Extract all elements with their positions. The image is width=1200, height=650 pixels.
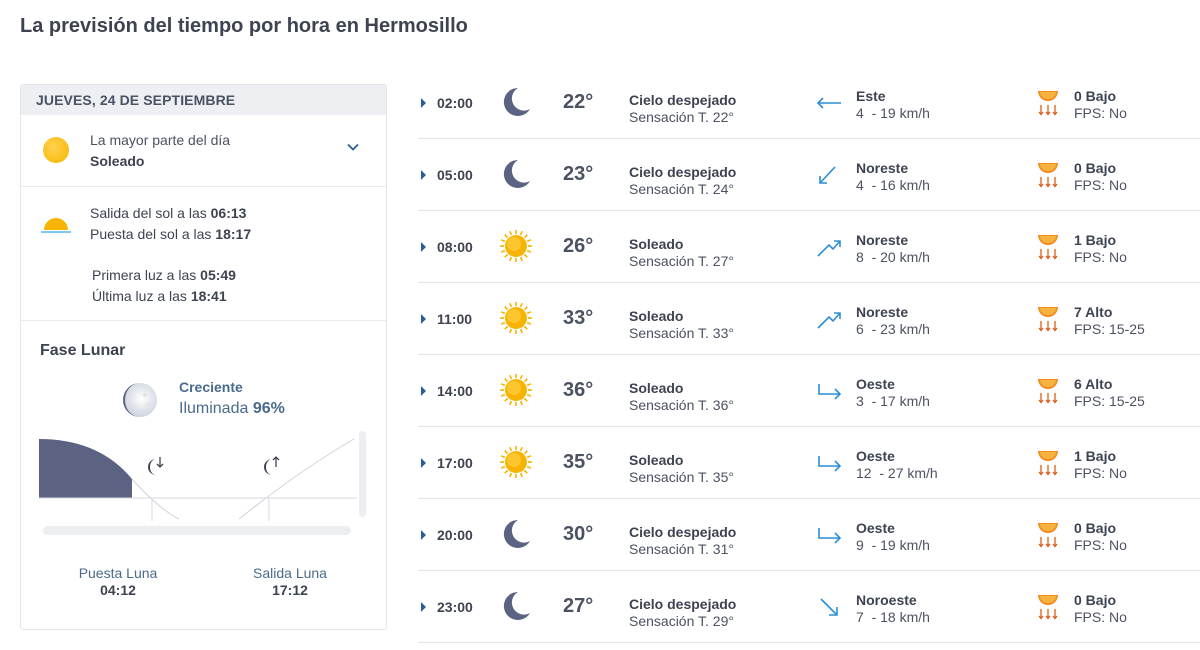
sun-icon — [498, 228, 534, 264]
hour-feels-like: Sensación T. 31° — [629, 541, 734, 557]
expand-triangle-icon[interactable] — [421, 530, 426, 540]
expand-triangle-icon[interactable] — [421, 170, 426, 180]
southeast-arrow-icon — [815, 594, 843, 620]
wind-direction: Este — [856, 88, 886, 104]
uv-fps: FPS: No — [1074, 465, 1127, 481]
hour-time: 20:00 — [437, 527, 473, 543]
summary-line2: Soleado — [90, 153, 145, 169]
wind-direction: Noreste — [856, 232, 909, 248]
hour-temperature: 27° — [563, 595, 594, 617]
hour-temperature: 36° — [563, 379, 594, 401]
east-arrow-icon — [815, 522, 843, 548]
wind-speed: 6 - 23 km/h — [856, 321, 930, 337]
east-arrow-icon — [815, 378, 843, 404]
uv-index-icon — [1036, 447, 1060, 479]
wind-direction: Noreste — [856, 160, 909, 176]
moon-icon — [498, 156, 534, 192]
moon-phase-title: Fase Lunar — [40, 342, 126, 359]
expand-triangle-icon[interactable] — [421, 242, 426, 252]
wind-direction: Oeste — [856, 376, 895, 392]
uv-fps: FPS: 15-25 — [1074, 393, 1145, 409]
uv-index: 0 Bajo — [1074, 160, 1117, 176]
expand-triangle-icon[interactable] — [421, 98, 426, 108]
hour-temperature: 22° — [563, 91, 594, 113]
hour-feels-like: Sensación T. 35° — [629, 469, 734, 485]
hour-time: 17:00 — [437, 455, 473, 471]
wind-direction: Noroeste — [856, 592, 917, 608]
uv-index-icon — [1036, 303, 1060, 335]
sun-icon — [498, 444, 534, 480]
expand-triangle-icon[interactable] — [421, 386, 426, 396]
uv-index: 0 Bajo — [1074, 520, 1117, 536]
hour-feels-like: Sensación T. 24° — [629, 181, 734, 197]
hour-condition: Cielo despejado — [629, 596, 737, 612]
wind-speed: 12 - 27 km/h — [856, 465, 938, 481]
uv-index: 1 Bajo — [1074, 448, 1117, 464]
moonset-icon — [148, 457, 163, 475]
sun-icon — [498, 372, 534, 408]
zigzag-arrow-icon — [815, 306, 843, 332]
hour-temperature: 30° — [563, 523, 594, 545]
moon-phase-name: Creciente — [179, 379, 243, 395]
wind-direction: Oeste — [856, 520, 895, 536]
hour-time: 11:00 — [437, 311, 473, 327]
chevron-down-icon[interactable] — [345, 139, 361, 155]
uv-index: 7 Alto — [1074, 304, 1113, 320]
hour-feels-like: Sensación T. 33° — [629, 325, 734, 341]
day-summary-panel — [20, 84, 387, 630]
sun-icon — [43, 137, 69, 163]
wind-speed: 4 - 19 km/h — [856, 105, 930, 121]
hour-row[interactable] — [418, 211, 1200, 283]
wind-direction: Noreste — [856, 304, 909, 320]
hour-feels-like: Sensación T. 29° — [629, 613, 734, 629]
expand-triangle-icon[interactable] — [421, 458, 426, 468]
moon-illumination: Iluminada 96% — [179, 400, 285, 417]
sun-icon — [498, 300, 534, 336]
moon-path-chart — [39, 431, 371, 551]
hour-temperature: 26° — [563, 235, 594, 257]
summary-line1: La mayor parte del día — [90, 132, 231, 148]
hour-condition: Cielo despejado — [629, 524, 737, 540]
moonset-label: Puesta Luna 04:12 — [78, 565, 158, 598]
wind-speed: 3 - 17 km/h — [856, 393, 930, 409]
sunrise-line: Salida del sol a las 06:13 — [90, 205, 247, 221]
uv-index-icon — [1036, 231, 1060, 263]
hourly-forecast-list — [418, 67, 1200, 643]
wind-speed: 9 - 19 km/h — [856, 537, 930, 553]
hour-row[interactable] — [418, 499, 1200, 571]
uv-index: 6 Alto — [1074, 376, 1113, 392]
southwest-arrow-icon — [815, 162, 843, 188]
uv-index-icon — [1036, 591, 1060, 623]
uv-index: 1 Bajo — [1074, 232, 1117, 248]
hour-time: 02:00 — [437, 95, 473, 111]
wind-speed: 4 - 16 km/h — [856, 177, 930, 193]
hour-temperature: 33° — [563, 307, 594, 329]
uv-index-icon — [1036, 519, 1060, 551]
hour-feels-like: Sensación T. 27° — [629, 253, 734, 269]
moon-icon — [498, 84, 534, 120]
hour-time: 23:00 — [437, 599, 473, 615]
hour-row[interactable] — [418, 427, 1200, 499]
hour-condition: Soleado — [629, 380, 684, 396]
uv-index-icon — [1036, 87, 1060, 119]
wind-direction: Oeste — [856, 448, 895, 464]
hour-row[interactable] — [418, 571, 1200, 643]
moon-icon — [498, 516, 534, 552]
last-light-line: Última luz a las 18:41 — [92, 288, 227, 304]
moon-phase-section — [21, 321, 386, 630]
day-summary-row[interactable] — [21, 115, 386, 187]
uv-index: 0 Bajo — [1074, 592, 1117, 608]
hour-time: 14:00 — [437, 383, 473, 399]
sun-times-section — [21, 187, 386, 321]
expand-triangle-icon[interactable] — [421, 314, 426, 324]
moon-phase-icon — [121, 381, 159, 419]
first-light-line: Primera luz a las 05:49 — [92, 267, 236, 283]
hour-feels-like: Sensación T. 36° — [629, 397, 734, 413]
east-arrow-icon — [815, 450, 843, 476]
wind-speed: 8 - 20 km/h — [856, 249, 930, 265]
expand-triangle-icon[interactable] — [421, 602, 426, 612]
uv-fps: FPS: No — [1074, 537, 1127, 553]
uv-fps: FPS: No — [1074, 177, 1127, 193]
hour-condition: Cielo despejado — [629, 92, 737, 108]
hour-temperature: 23° — [563, 163, 594, 185]
zigzag-arrow-icon — [815, 234, 843, 260]
sunset-line: Puesta del sol a las 18:17 — [90, 226, 252, 242]
hour-condition: Soleado — [629, 308, 684, 324]
day-header: JUEVES, 24 DE SEPTIEMBRE — [21, 85, 386, 115]
hour-row[interactable] — [418, 355, 1200, 427]
hour-temperature: 35° — [563, 451, 594, 473]
moonrise-icon — [264, 457, 279, 475]
hour-time: 05:00 — [437, 167, 473, 183]
hour-time: 08:00 — [437, 239, 473, 255]
uv-fps: FPS: No — [1074, 249, 1127, 265]
hour-condition: Soleado — [629, 236, 684, 252]
moon-icon — [498, 588, 534, 624]
hour-row[interactable] — [418, 283, 1200, 355]
uv-index-icon — [1036, 159, 1060, 191]
uv-index-icon — [1036, 375, 1060, 407]
hour-condition: Cielo despejado — [629, 164, 737, 180]
wind-speed: 7 - 18 km/h — [856, 609, 930, 625]
uv-fps: FPS: No — [1074, 105, 1127, 121]
moonrise-label: Salida Luna 17:12 — [253, 565, 327, 598]
uv-index: 0 Bajo — [1074, 88, 1117, 104]
uv-fps: FPS: 15-25 — [1074, 321, 1145, 337]
sunrise-icon — [39, 214, 73, 236]
page-title: La previsión del tiempo por hora en Hermosillo — [20, 15, 468, 37]
hour-row[interactable] — [418, 67, 1200, 139]
hour-condition: Soleado — [629, 452, 684, 468]
hour-feels-like: Sensación T. 22° — [629, 109, 734, 125]
west-arrow-icon — [815, 90, 843, 116]
hour-row[interactable] — [418, 139, 1200, 211]
uv-fps: FPS: No — [1074, 609, 1127, 625]
moon-visible-area — [39, 439, 132, 498]
